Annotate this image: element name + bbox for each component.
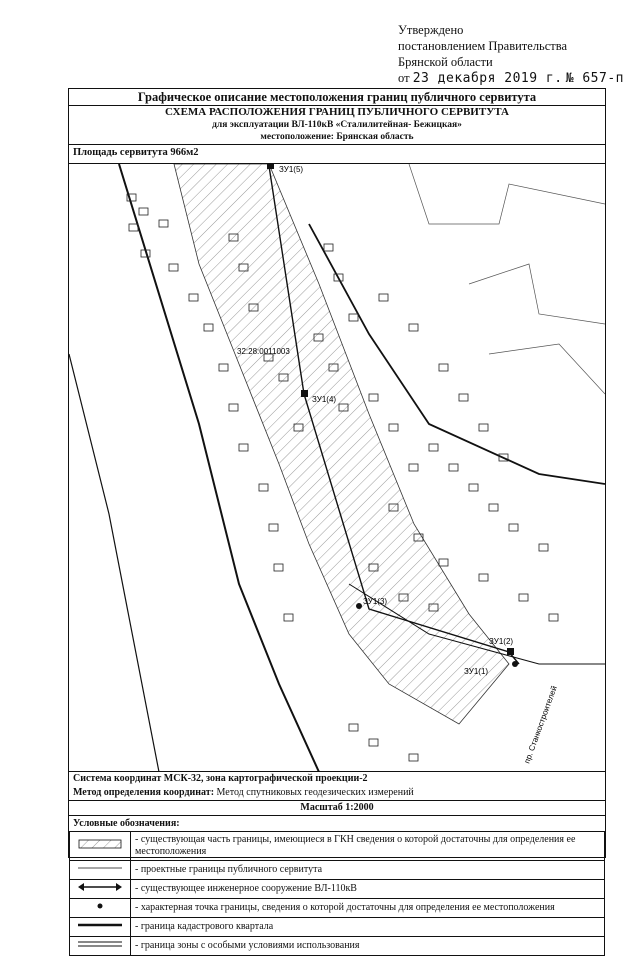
parcel-outline xyxy=(409,164,605,224)
legend-row xyxy=(70,832,605,861)
legend-symbol-zone xyxy=(70,937,131,956)
zu-label-1: ЗУ1(1) xyxy=(464,667,489,676)
parcel-outline-2 xyxy=(469,264,605,324)
legend-symbol-quarter xyxy=(70,918,131,937)
approval-stamp xyxy=(398,22,624,87)
approval-date: 23 декабря 2019 г. xyxy=(412,71,563,86)
legend-text: - проектные границы публичного сервитута xyxy=(131,861,605,880)
cadastral-map xyxy=(69,163,605,772)
legend-row xyxy=(70,918,605,937)
legend-text: - граница кадастрового квартала xyxy=(131,918,605,937)
coord-system: Система координат МСК-32, зона картографической проекции-2 xyxy=(73,773,368,784)
header-location: местоположение: Брянская область xyxy=(260,132,414,142)
approval-line-1: Утверждено xyxy=(398,23,464,37)
legend-symbol-existing xyxy=(70,832,131,861)
legend-symbol-powerline xyxy=(70,880,131,899)
legend-text: - граница зоны с особыми условиями использования xyxy=(131,937,605,956)
quarter-number: 32:28:0011003 xyxy=(237,347,290,356)
legend-row xyxy=(70,880,605,899)
scale: Масштаб 1:2000 xyxy=(69,800,605,816)
legend-symbol-point xyxy=(70,899,131,918)
quarter-boundary-2 xyxy=(69,354,159,772)
header-subtitle: СХЕМА РАСПОЛОЖЕНИЯ ГРАНИЦ ПУБЛИЧНОГО СЕРВИТУТА xyxy=(164,106,510,118)
zu-label-2: ЗУ1(2) xyxy=(489,637,514,646)
restricted-zone xyxy=(174,164,509,724)
legend-symbol-project xyxy=(70,861,131,880)
approval-line-3: Брянской области xyxy=(398,55,493,69)
approval-prefix: от xyxy=(398,71,410,85)
zu-label-3: ЗУ1(3) xyxy=(363,597,388,606)
legend-table xyxy=(69,831,605,956)
legend-text: - существующая часть границы, имеющиеся в ГКН сведения о которой достаточны для определения ее местоположения xyxy=(131,832,605,861)
method-row: Метод определения координат: Метод спутниковых геодезических измерений xyxy=(73,787,414,798)
approval-number: № 657-п xyxy=(565,71,624,86)
map-svg xyxy=(69,164,605,772)
legend-row xyxy=(70,899,605,918)
document-frame xyxy=(68,88,606,951)
street-label: пр. Станкостроителей xyxy=(522,684,559,765)
legend-text: - существующее инженерное сооружение ВЛ-110кВ xyxy=(131,880,605,899)
info-block xyxy=(69,771,605,956)
zu-label-5: ЗУ1(5) xyxy=(279,165,304,174)
legend-row xyxy=(70,937,605,956)
legend-title: Условные обозначения: xyxy=(73,818,180,829)
header-title: Графическое описание местоположения границ публичного сервитута xyxy=(69,89,605,106)
zu-label-4: ЗУ1(4) xyxy=(312,395,337,404)
legend-row xyxy=(70,861,605,880)
header xyxy=(69,89,605,143)
header-purpose: для эксплуатации ВЛ-110кВ «Сталилитейная- Бежицкая» xyxy=(212,120,462,130)
legend-text: - характерная точка границы, сведения о которой достаточны для определения ее местоположения xyxy=(131,899,605,918)
approval-line-2: постановлением Правительства xyxy=(398,39,568,53)
parcel-outline-3 xyxy=(489,344,605,394)
servitude-area: Площадь сервитута 966м2 xyxy=(73,147,199,158)
approval-line-4 xyxy=(398,70,624,87)
